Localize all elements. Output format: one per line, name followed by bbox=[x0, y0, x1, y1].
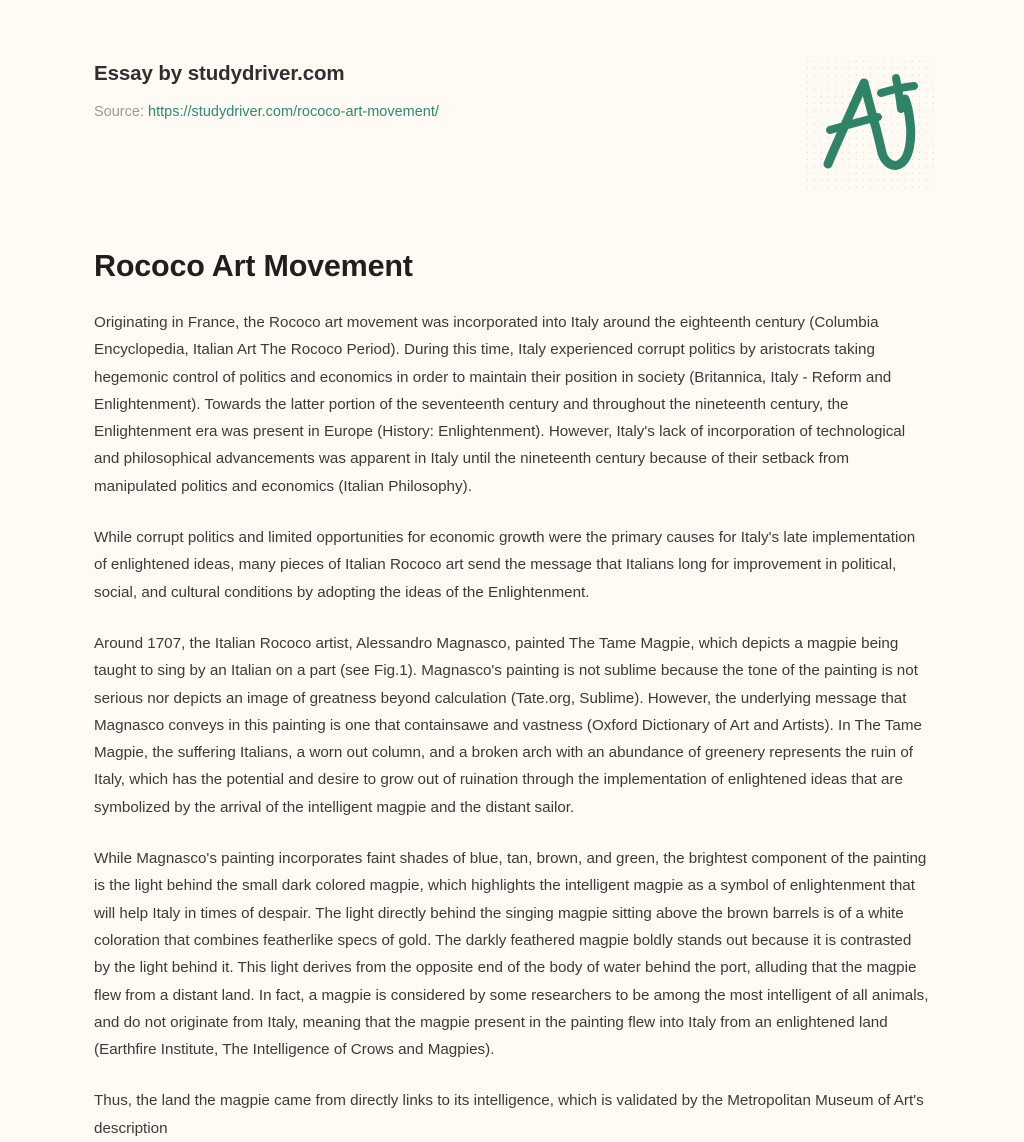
byline: Essay by studydriver.com bbox=[94, 62, 345, 85]
paragraph: While corrupt politics and limited opportunities for economic growth were the primary causes for Italy's late implementation of enlightened ideas, many pieces of Italian Rococo art send the message that Italians long for improvement in political, social, and cultural conditions by adopting the ideas of the Enlightenment. bbox=[94, 529, 916, 601]
paragraph: While Magnasco's painting incorporates faint shades of blue, tan, brown, and green, the brightest component of the painting is the light behind the small dark colored magpie, which highlights the intelligent magpie as a symbol of enlightenment that will help Italy in times of despair. The light directly behind the singing magpie sitting above the brown barrels is of a white coloration that combines featherlike specs of gold. The darkly feathered magpie boldly stands out because it is contrasted by the light behind it. This light derives from the opposite end of the body of water behind the port, alluding that the magpie flew from a distant land. In fact, a magpie is considered by some researchers to be among the most intelligent of all animals, and do not originate from Italy, meaning that the magpie present in the painting flew into Italy from an enlightened land (Earthfire Institute, The Intelligence of Crows and Magpies). bbox=[94, 850, 929, 1059]
source-label: Source: bbox=[94, 103, 144, 120]
page-title: Rococo Art Movement bbox=[94, 249, 413, 283]
studydriver-a-plus-logo-icon bbox=[806, 60, 934, 188]
article-body bbox=[94, 309, 930, 1142]
paragraph: Around 1707, the Italian Rococo artist, Alessandro Magnasco, painted The Tame Magpie, which depicts a magpie being taught to sing by an Italian on a part (see Fig.1). Magnasco's painting is not sublime because the tone of the painting is not serious nor depicts an image of greatness beyond calculation (Tate.org, Sublime). However, the underlying message that Magnasco conveys in this painting is one that containsawe and vastness (Oxford Dictionary of Art and Artists). In The Tame Magpie, the suffering Italians, a worn out column, and a broken arch with an abundance of greenery represents the ruin of Italy, which has the potential and desire to grow out of ruination through the implementation of enlightened ideas that are symbolized by the arrival of the intelligent magpie and the distant sailor. bbox=[94, 634, 922, 816]
paragraph: Thus, the land the magpie came from directly links to its intelligence, which is validated by the Metropolitan Museum of Art's description bbox=[94, 1092, 924, 1137]
source-url-link[interactable]: https://studydriver.com/rococo-art-movement/ bbox=[148, 103, 439, 120]
paragraph: Originating in France, the Rococo art movement was incorporated into Italy around the eighteenth century (Columbia Encyclopedia, Italian Art The Rococo Period). During this time, Italy experienced corrupt politics by aristocrats taking hegemonic control of politics and economics in order to maintain their position in society (Britannica, Italy - Reform and Enlightenment). Towards the latter portion of the seventeenth century and throughout the nineteenth century, the Enlightenment era was present in Europe (History: Enlightenment). However, Italy's lack of incorporation of technological and philosophical advancements was apparent in Italy until the nineteenth century because of their setback from manipulated politics and economics (Italian Philosophy). bbox=[94, 314, 906, 495]
